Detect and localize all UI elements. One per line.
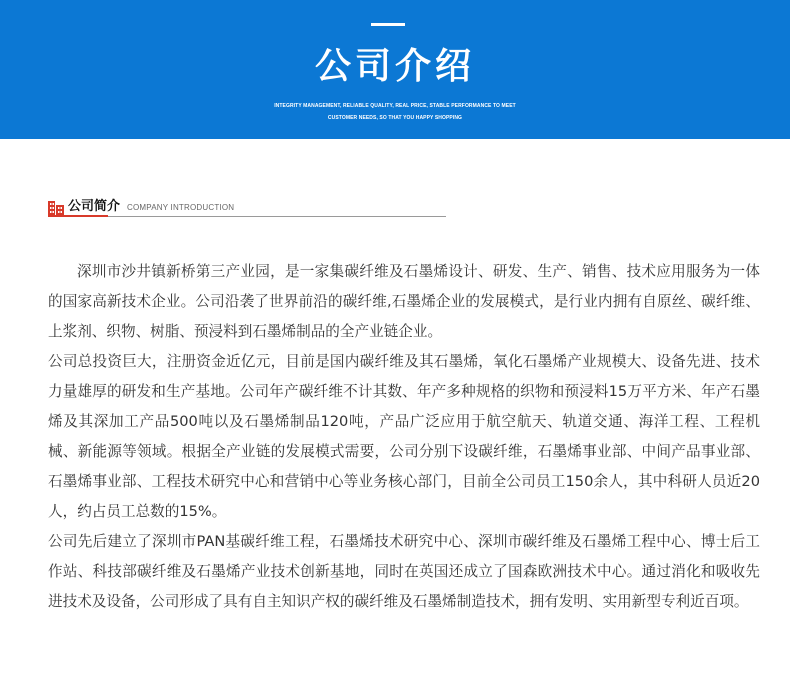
banner-subtitle-line1: INTEGRITY MANAGEMENT, RELIABLE QUALITY, REAL PRICE, STABLE PERFORMANCE TO MEET: [274, 103, 516, 109]
intro-paragraph-1: 深圳市沙井镇新桥第三产业园，是一家集碳纤维及石墨烯设计、研发、生产、销售、技术应用服务为一体的国家高新技术企业。公司沿袭了世界前沿的碳纤维,石墨烯企业的发展模式，是行业内拥有自原丝、碳纤维、上浆剂、织物、树脂、预浸料到石墨烯制品的全产业链企业。: [48, 263, 760, 340]
section-title: 公司简介: [68, 199, 121, 214]
intro-paragraph-2: 公司总投资巨大，注册资金近亿元，目前是国内碳纤维及其石墨烯，氧化石墨烯产业规模大、设备先进、技术力量雄厚的研发和生产基地。公司年产碳纤维不计其数、年产多种规格的织物和预浸料15万平方米、年产石墨烯及其深加工产品500吨以及石墨烯制品120吨，产品广泛应用于航空航天、轨道交通、海洋工程、工程机械、新能源等领域。根据全产业链的发展模式需要，公司分别下设碳纤维，石墨烯事业部、中间产品事业部、石墨烯事业部、工程技术研究中心和营销中心等业务核心部门，目前全公司员工150余人，其中科研人员近20人，约占员工总数的15%。: [48, 353, 760, 520]
page-title: 公司介绍: [314, 46, 475, 87]
banner-subtitle-line2: CUSTOMER NEEDS, SO THAT YOU HAPPY SHOPPING: [327, 115, 463, 121]
section-subtitle: COMPANY INTRODUCTION: [127, 203, 235, 212]
section-divider-accent: [48, 215, 108, 217]
intro-body: [48, 257, 760, 617]
intro-paragraph-3: 公司先后建立了深圳市PAN基碳纤维工程，石墨烯技术研究中心、深圳市碳纤维及石墨烯工程中心、博士后工作站、科技部碳纤维及石墨烯产业技术创新基地，同时在英国还成立了国森欧洲技术中心。通过消化和吸收先进技术及设备，公司形成了具有自主知识产权的碳纤维及石墨烯制造技术，拥有发明、实用新型专利近百项。: [48, 533, 760, 610]
building-icon: [48, 200, 64, 216]
header-banner: [0, 0, 790, 139]
banner-decor-bar: [371, 23, 405, 26]
section-header: [48, 197, 446, 219]
